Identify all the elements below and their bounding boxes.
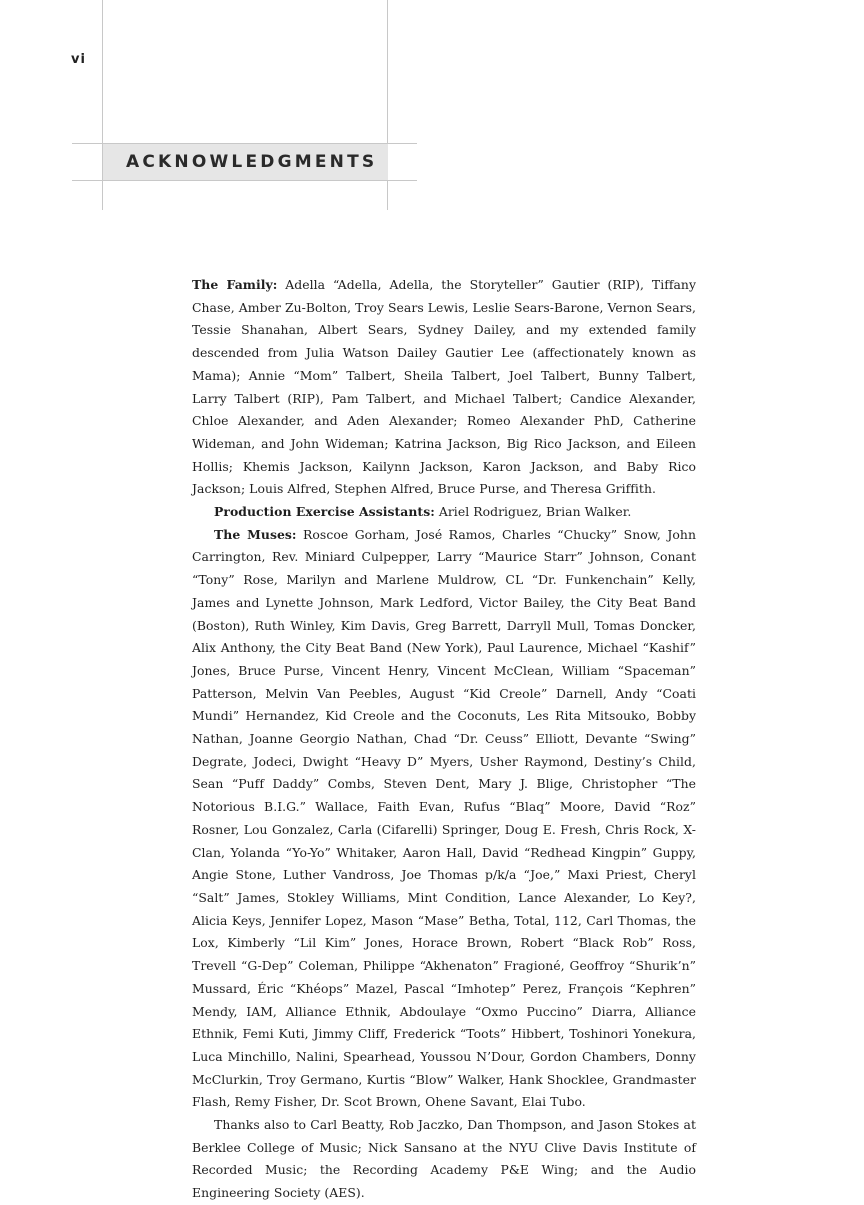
page-number: vi bbox=[71, 52, 86, 67]
paragraph-label: Production Exercise Assistants: bbox=[214, 504, 435, 520]
heading-frame-bottom-line bbox=[72, 180, 417, 181]
paragraph-text: Roscoe Gorham, José Ramos, Charles “Chucky” Snow, John Carrington, Rev. Miniard Culpepper, Larry “Maurice Starr” Johnson, Conant “Tony” Rose, Marilyn and Marlene Muldrow, CL “Dr. Funkenchain” Kelly, James and Lynette Johnson, Mark Ledford, Victor Bailey, the City Beat Band (Boston), Ruth Winley, Kim Davis, Greg Barrett, Darryll Mull, Tomas Doncker, Alix Anthony, the City Beat Band (New York), Paul Laurence, Michael “Kashif” Jones, Bruce Purse, Vincent Henry, Vincent McClean, William “Spaceman” Patterson, Melvin Van Peebles, August “Kid Creole” Darnell, Andy “Coati Mundi” Hernandez, Kid Creole and the Coconuts, Les Rita Mitsouko, Bobby Nathan, Joanne Georgio Nathan, Chad “Dr. Ceuss” Elliott, Devante “Swing” Degrate, Jodeci, Dwight “Heavy D” Myers, Usher Raymond, Destiny’s Child, Sean “Puff Daddy” Combs, Steven Dent, Mary J. Blige, Christopher “The Notorious B.I.G.” Wallace, Faith Evan, Rufus “Blaq” Moore, David “Roz” Rosner, Lou Gonzalez, Carla (Cifarelli) Springer, Doug E. Fresh, Chris Rock, X-Clan, Yolanda “Yo-Yo” Whitaker, Aaron Hall, David “Redhead Kingpin” Guppy, Angie Stone, Luther Vandross, Joe Thomas p/k/a “Joe,” Maxi Priest, Cheryl “Salt” James, Stokley Williams, Mint Condition, Lance Alexander, Lo Key?, Alicia Keys, Jennifer Lopez, Mason “Mase” Betha, Total, 112, Carl Thomas, the Lox, Kimberly “Lil Kim” Jones, Horace Brown, Robert “Black Rob” Ross, Trevell “G-Dep” Coleman, Philippe “Akhenaton” Fragioné, Geoffroy “Shurik’n” Mussard, Éric “Khéops” Mazel, Pascal “Imhotep” Perez, François “Kephren” Mendy, IAM, Alliance Ethnik, Abdoulaye “Oxmo Puccino” Diarra, Alliance Ethnik, Femi Kuti, Jimmy Cliff, Frederick “Toots” Hibbert, Toshinori Yonekura, Luca Minchillo, Nalini, Spearhead, Youssou N’Dour, Gordon Chambers, Donny McClurkin, Troy Germano, Kurtis “Blow” Walker, Hank Shocklee, Grandmaster Flash, Remy Fisher, Dr. Scot Brown, Ohene Savant, Elai Tubo. bbox=[192, 526, 696, 1110]
paragraph-text: Thanks also to Carl Beatty, Rob Jaczko, Dan Thompson, and Jason Stokes at Berklee College of Music; Nick Sansano at the NYU Clive Davis Institute of Recorded Music; the Recording Academy P&E Wing; and the Audio Engineering Society (AES). bbox=[192, 1117, 696, 1201]
acknowledgments-body bbox=[192, 274, 696, 1205]
paragraph-label: The Muses: bbox=[214, 526, 297, 542]
paragraph-label: The Family: bbox=[192, 277, 278, 292]
paragraph-muses bbox=[192, 524, 696, 1114]
paragraph-thanks bbox=[192, 1114, 696, 1205]
page-title: ACKNOWLEDGMENTS bbox=[126, 152, 378, 172]
paragraph-production-assistants bbox=[192, 501, 696, 524]
paragraph-text: Adella “Adella, Adella, the Storyteller” Gautier (RIP), Tiffany Chase, Amber Zu-Bolton, Troy Sears Lewis, Leslie Sears-Barone, Vernon Sears, Tessie Shanahan, Albert Sears, Sydney Dailey, and my extended family descended from Julia Watson Dailey Gautier Lee (affectionately known as Mama); Annie “Mom” Talbert, Sheila Talbert, Joel Talbert, Bunny Talbert, Larry Talbert (RIP), Pam Talbert, and Michael Talbert; Candice Alexander, Chloe Alexander, and Aden Alexander; Romeo Alexander PhD, Catherine Wideman, and John Wideman; Katrina Jackson, Big Rico Jackson, and Eileen Hollis; Khemis Jackson, Kailynn Jackson, Karon Jackson, and Baby Rico Jackson; Louis Alfred, Stephen Alfred, Bruce Purse, and Theresa Griffith. bbox=[192, 277, 697, 497]
paragraph-text: Ariel Rodriguez, Brian Walker. bbox=[434, 504, 632, 520]
paragraph-family bbox=[192, 274, 696, 501]
